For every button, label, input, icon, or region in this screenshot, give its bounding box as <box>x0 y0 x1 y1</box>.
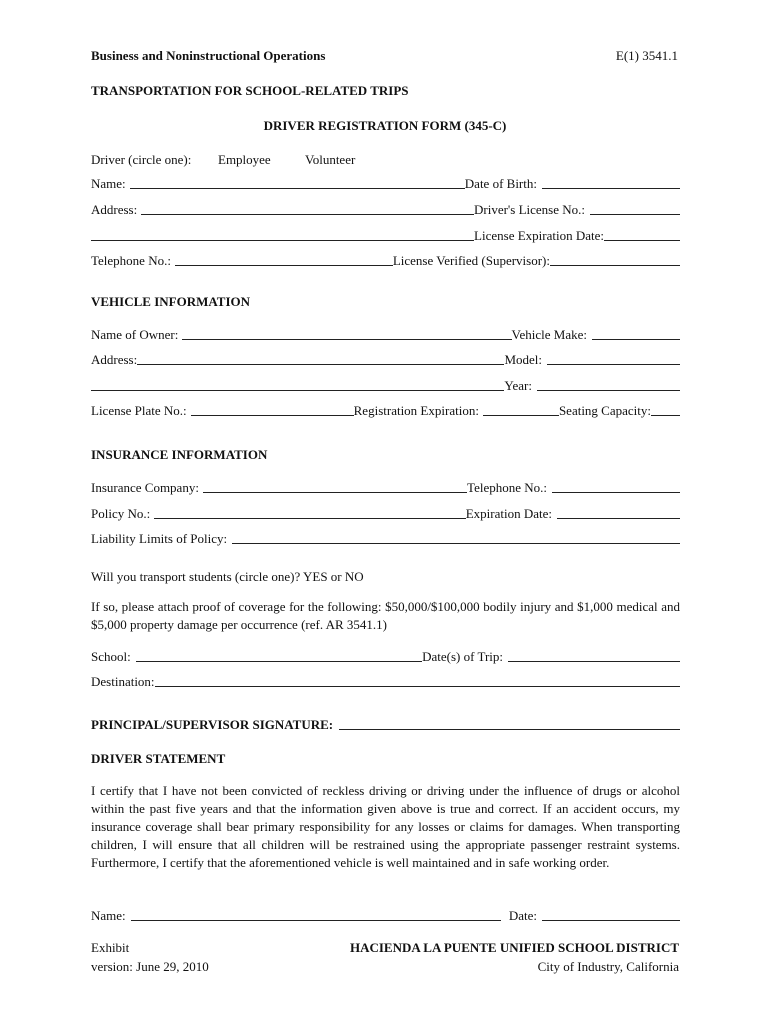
signoff-date-label: Date: <box>508 908 537 923</box>
policy-number-label: Policy No.: <box>91 506 151 521</box>
driver-type-label: Driver (circle one): <box>91 152 192 167</box>
vehicle-year-row <box>91 378 680 394</box>
model-field[interactable] <box>547 364 680 365</box>
signoff-date-field[interactable] <box>542 920 680 921</box>
license-expiration-field[interactable] <box>604 240 680 241</box>
vehicle-make-field[interactable] <box>592 339 680 340</box>
school-row <box>91 649 680 665</box>
owner-label: Name of Owner: <box>91 327 179 342</box>
liability-field[interactable] <box>232 543 680 544</box>
option-volunteer[interactable]: Volunteer <box>305 152 356 167</box>
license-number-label: Driver's License No.: <box>473 202 585 217</box>
insurance-company-field[interactable] <box>203 492 467 493</box>
header-section-title: Business and Noninstructional Operations <box>91 48 326 63</box>
vehicle-address-row <box>91 352 680 368</box>
dob-field[interactable] <box>542 188 680 189</box>
signoff-row <box>91 908 680 924</box>
plate-field[interactable] <box>191 415 354 416</box>
insurance-telephone-label: Telephone No.: <box>467 480 547 495</box>
page-title: TRANSPORTATION FOR SCHOOL-RELATED TRIPS <box>91 83 409 98</box>
trip-dates-field[interactable] <box>508 661 680 662</box>
principal-signature-field[interactable] <box>339 729 680 730</box>
address-label: Address: <box>91 202 138 217</box>
policy-row <box>91 506 680 522</box>
address-line2-field[interactable] <box>91 240 474 241</box>
year-field[interactable] <box>537 390 680 391</box>
driver-telephone-row <box>91 253 680 269</box>
form-subtitle: DRIVER REGISTRATION FORM (345-C) <box>263 118 507 133</box>
signoff-name-field[interactable] <box>131 920 501 921</box>
plate-row <box>91 403 680 419</box>
year-label: Year: <box>504 378 532 393</box>
license-expiration-label: License Expiration Date: <box>474 228 604 243</box>
telephone-field[interactable] <box>175 265 393 266</box>
footer-district: HACIENDA LA PUENTE UNIFIED SCHOOL DISTRICT <box>349 940 679 955</box>
policy-expiration-label: Expiration Date: <box>465 506 552 521</box>
header-policy-number: E(1) 3541.1 <box>615 48 678 63</box>
insurance-company-row <box>91 480 680 496</box>
school-label: School: <box>91 649 131 664</box>
address-field[interactable] <box>141 214 474 215</box>
license-verified-field[interactable] <box>550 265 680 266</box>
principal-signature-row <box>91 717 680 733</box>
liability-label: Liability Limits of Policy: <box>91 531 228 546</box>
footer-exhibit: Exhibit <box>91 940 130 955</box>
destination-row <box>91 674 680 690</box>
vehicle-make-label: Vehicle Make: <box>511 327 587 342</box>
principal-signature-label: PRINCIPAL/SUPERVISOR SIGNATURE: <box>91 717 334 732</box>
insurance-heading: INSURANCE INFORMATION <box>91 447 268 462</box>
insurance-company-label: Insurance Company: <box>91 480 199 495</box>
vehicle-address-line2-field[interactable] <box>91 390 504 391</box>
owner-row <box>91 327 680 343</box>
seating-capacity-field[interactable] <box>651 415 680 416</box>
policy-expiration-field[interactable] <box>557 518 680 519</box>
plate-label: License Plate No.: <box>91 403 187 418</box>
policy-number-field[interactable] <box>154 518 465 519</box>
vehicle-address-label: Address: <box>91 352 138 367</box>
telephone-label: Telephone No.: <box>91 253 171 268</box>
driver-statement-heading: DRIVER STATEMENT <box>91 751 226 766</box>
driver-address2-row <box>91 228 680 244</box>
name-field[interactable] <box>130 188 465 189</box>
liability-row <box>91 531 680 547</box>
seating-capacity-label: Seating Capacity: <box>558 403 651 418</box>
option-employee[interactable]: Employee <box>218 152 271 167</box>
school-field[interactable] <box>136 661 422 662</box>
driver-address-row <box>91 202 680 218</box>
vehicle-heading: VEHICLE INFORMATION <box>91 294 251 309</box>
registration-field[interactable] <box>483 415 559 416</box>
driver-name-row <box>91 176 680 192</box>
trip-dates-label: Date(s) of Trip: <box>422 649 503 664</box>
destination-field[interactable] <box>155 686 680 687</box>
license-number-field[interactable] <box>590 214 680 215</box>
destination-label: Destination: <box>91 674 155 689</box>
footer-location: City of Industry, California <box>537 959 679 974</box>
name-label: Name: <box>91 176 126 191</box>
model-label: Model: <box>504 352 542 367</box>
transport-question: Will you transport students (circle one)? YES or NO <box>91 569 364 584</box>
footer-version: version: June 29, 2010 <box>91 959 209 974</box>
dob-label: Date of Birth: <box>464 176 537 191</box>
owner-field[interactable] <box>182 339 511 340</box>
driver-statement-text: I certify that I have not been convicted of reckless driving or driving under the influence of drugs or alcohol within the past five years and that the information given above is true and correct. If an accident occurs, my insurance coverage shall bear primary responsibility for any losses or claims for damages. When transporting children, I will ensure that all children will be restrained using the appropriate passenger restraint systems. Furthermore, I certify that the aforementioned vehicle is well maintained and in safe working order. <box>91 783 680 870</box>
coverage-text: If so, please attach proof of coverage for the following: $50,000/$100,000 bodily injury and $1,000 medical and $5,000 property damage per occurrence (ref. AR 3541.1) <box>91 599 680 632</box>
license-verified-label: License Verified (Supervisor): <box>392 253 550 268</box>
insurance-telephone-field[interactable] <box>552 492 680 493</box>
vehicle-address-field[interactable] <box>137 364 504 365</box>
signoff-name-label: Name: <box>91 908 126 923</box>
registration-label: Registration Expiration: <box>353 403 479 418</box>
